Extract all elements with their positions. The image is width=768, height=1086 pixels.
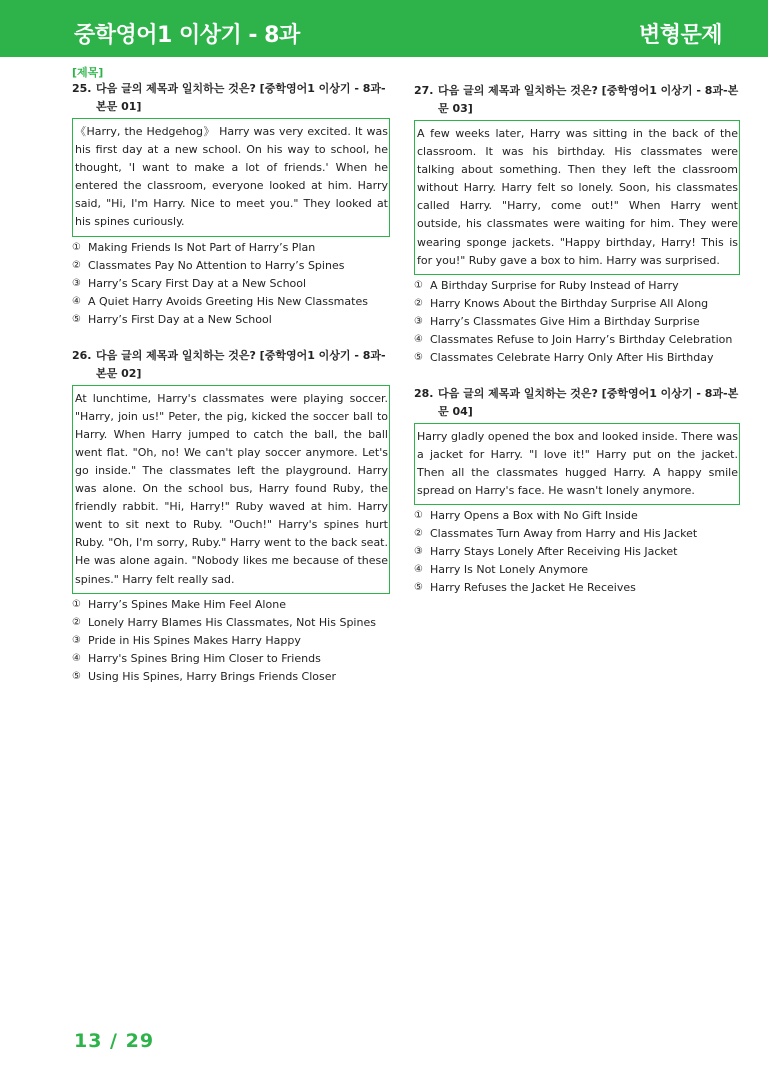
option-text: Classmates Turn Away from Harry and His Jacket: [430, 527, 698, 541]
option-marker: ③: [414, 546, 423, 558]
option-text: Classmates Refuse to Join Harry’s Birthday Celebration: [430, 332, 733, 346]
question-number: 27.: [414, 84, 434, 97]
option-text: Harry’s Scary First Day at a New School: [88, 276, 307, 290]
option-text: Harry’s Classmates Give Him a Birthday Surprise: [430, 314, 700, 328]
option-text: Lonely Harry Blames His Classmates, Not His Spines: [88, 615, 376, 629]
option-text: Pride in His Spines Makes Harry Happy: [88, 633, 301, 647]
option-text: Harry Refuses the Jacket He Receives: [430, 581, 636, 595]
passage-box: At lunchtime, Harry's classmates were playing soccer. "Harry, join us!" Peter, the pig, kicked the soccer ball to Harry. When Harry jumped to catch the ball, the ball went flat. "Oh, no! We can't play soccer anymore. Let's go inside." The classmates left the playground. Harry was alone. On the school bus, Harry found Ruby, the friendly rabbit. "Hi, Harry!" Ruby waved at him. Harry went to sit next to Ruby. "Ouch!" Harry's spines hurt Ruby. "Oh, I'm sorry, Ruby." Harry went to the back seat. He was alone again. "Nobody likes me because of these spines." Harry felt really sad.: [72, 385, 390, 594]
options-list: [414, 507, 740, 597]
option-2[interactable]: [414, 295, 740, 313]
option-marker: ①: [414, 510, 423, 522]
passage-box: 《Harry, the Hedgehog》 Harry was very excited. It was his first day at a new school. On his way to school, he thought, 'I want to make a lot of friends.' When he entered the classroom, everyone looked at him. Harry said, "Hi, I'm Harry. Nice to meet you." They looked at his spines curiously.: [72, 118, 390, 237]
option-4[interactable]: [414, 561, 740, 579]
page-header: [0, 0, 768, 57]
option-text: A Quiet Harry Avoids Greeting His New Classmates: [88, 294, 368, 308]
option-marker: ⑤: [414, 582, 423, 594]
option-2[interactable]: [72, 614, 390, 632]
option-text: A Birthday Surprise for Ruby Instead of Harry: [430, 278, 679, 292]
option-text: Harry Is Not Lonely Anymore: [430, 563, 589, 577]
option-marker: ⑤: [414, 351, 423, 363]
option-4[interactable]: [414, 331, 740, 349]
option-text: Harry's Spines Bring Him Closer to Friends: [88, 651, 321, 665]
option-marker: ③: [72, 634, 81, 646]
question-25: [72, 80, 390, 329]
passage-box: Harry gladly opened the box and looked inside. There was a jacket for Harry. "I love it!" Harry put on the jacket. Then all the classmates hugged Harry. A happy smile spread on Harry's face. He wasn't lonely anymore.: [414, 423, 740, 505]
option-marker: ④: [72, 652, 81, 664]
question-number: 26.: [72, 348, 92, 362]
header-type: 변형문제: [638, 23, 722, 48]
option-marker: ③: [72, 277, 81, 289]
options-list: [414, 277, 740, 367]
option-4[interactable]: [72, 293, 390, 311]
option-5[interactable]: [414, 579, 740, 597]
question-prompt: 다음 글의 제목과 일치하는 것은? [중학영어1 이상기 - 8과-본문 02]: [96, 348, 386, 380]
option-text: Harry’s First Day at a New School: [88, 312, 272, 326]
options-list: [72, 239, 390, 329]
question-number: 28.: [414, 386, 434, 400]
header-title: 중학영어1 이상기 - 8과: [74, 23, 300, 48]
page-number: 13 / 29: [74, 1030, 155, 1052]
section-tag: [제목]: [72, 66, 104, 79]
option-3[interactable]: [72, 632, 390, 650]
option-2[interactable]: [72, 257, 390, 275]
option-text: Using His Spines, Harry Brings Friends Closer: [88, 669, 337, 683]
option-text: Harry Knows About the Birthday Surprise All Along: [430, 296, 709, 310]
option-marker: ①: [72, 241, 81, 253]
option-text: Classmates Celebrate Harry Only After His Birthday: [430, 350, 714, 364]
question-header: [414, 82, 740, 118]
option-text: Harry Opens a Box with No Gift Inside: [430, 509, 638, 523]
option-marker: ②: [72, 616, 81, 628]
option-1[interactable]: [72, 239, 390, 257]
question-prompt: 다음 글의 제목과 일치하는 것은? [중학영어1 이상기 - 8과-본문 04]: [438, 386, 739, 418]
option-1[interactable]: [414, 277, 740, 295]
question-header: [72, 347, 390, 383]
question-28: [414, 385, 740, 597]
option-marker: ④: [414, 564, 423, 576]
option-3[interactable]: [414, 543, 740, 561]
passage-box: A few weeks later, Harry was sitting in the back of the classroom. It was his birthday. His classmates were talking about something. Then they left the classroom without Harry. Harry felt so lonely. Soon, his classmates called Harry. "Harry, come out!" When Harry went outside, his classmates were waiting for him. They were wearing sponge jackets. "Happy birthday, Harry! This is for you!" Ruby gave a box to him. Harry was surprised.: [414, 120, 740, 275]
option-3[interactable]: [72, 275, 390, 293]
question-number: 25.: [72, 82, 92, 95]
option-2[interactable]: [414, 525, 740, 543]
option-1[interactable]: [414, 507, 740, 525]
question-26: [72, 347, 390, 686]
option-1[interactable]: [72, 596, 390, 614]
question-prompt: 다음 글의 제목과 일치하는 것은? [중학영어1 이상기 - 8과-본문 03]: [438, 84, 739, 115]
option-marker: ⑤: [72, 313, 81, 325]
option-marker: ①: [414, 279, 423, 291]
question-prompt: 다음 글의 제목과 일치하는 것은? [중학영어1 이상기 - 8과-본문 01]: [96, 82, 386, 113]
option-text: Harry’s Spines Make Him Feel Alone: [88, 597, 286, 611]
option-marker: ④: [72, 295, 81, 307]
option-5[interactable]: [414, 349, 740, 367]
options-list: [72, 596, 390, 686]
option-text: Making Friends Is Not Part of Harry’s Plan: [88, 240, 316, 254]
option-marker: ⑤: [72, 670, 81, 682]
option-marker: ②: [414, 528, 423, 540]
option-marker: ④: [414, 333, 423, 345]
option-marker: ②: [72, 259, 81, 271]
option-4[interactable]: [72, 650, 390, 668]
right-column: [414, 82, 740, 597]
option-marker: ③: [414, 315, 423, 327]
option-marker: ②: [414, 297, 423, 309]
question-27: [414, 82, 740, 367]
option-3[interactable]: [414, 313, 740, 331]
left-column: [72, 64, 390, 686]
option-5[interactable]: [72, 668, 390, 686]
option-text: Harry Stays Lonely After Receiving His Jacket: [430, 545, 678, 559]
question-header: [414, 385, 740, 421]
option-5[interactable]: [72, 311, 390, 329]
option-text: Classmates Pay No Attention to Harry’s Spines: [88, 258, 345, 272]
question-header: [72, 80, 390, 116]
option-marker: ①: [72, 598, 81, 610]
